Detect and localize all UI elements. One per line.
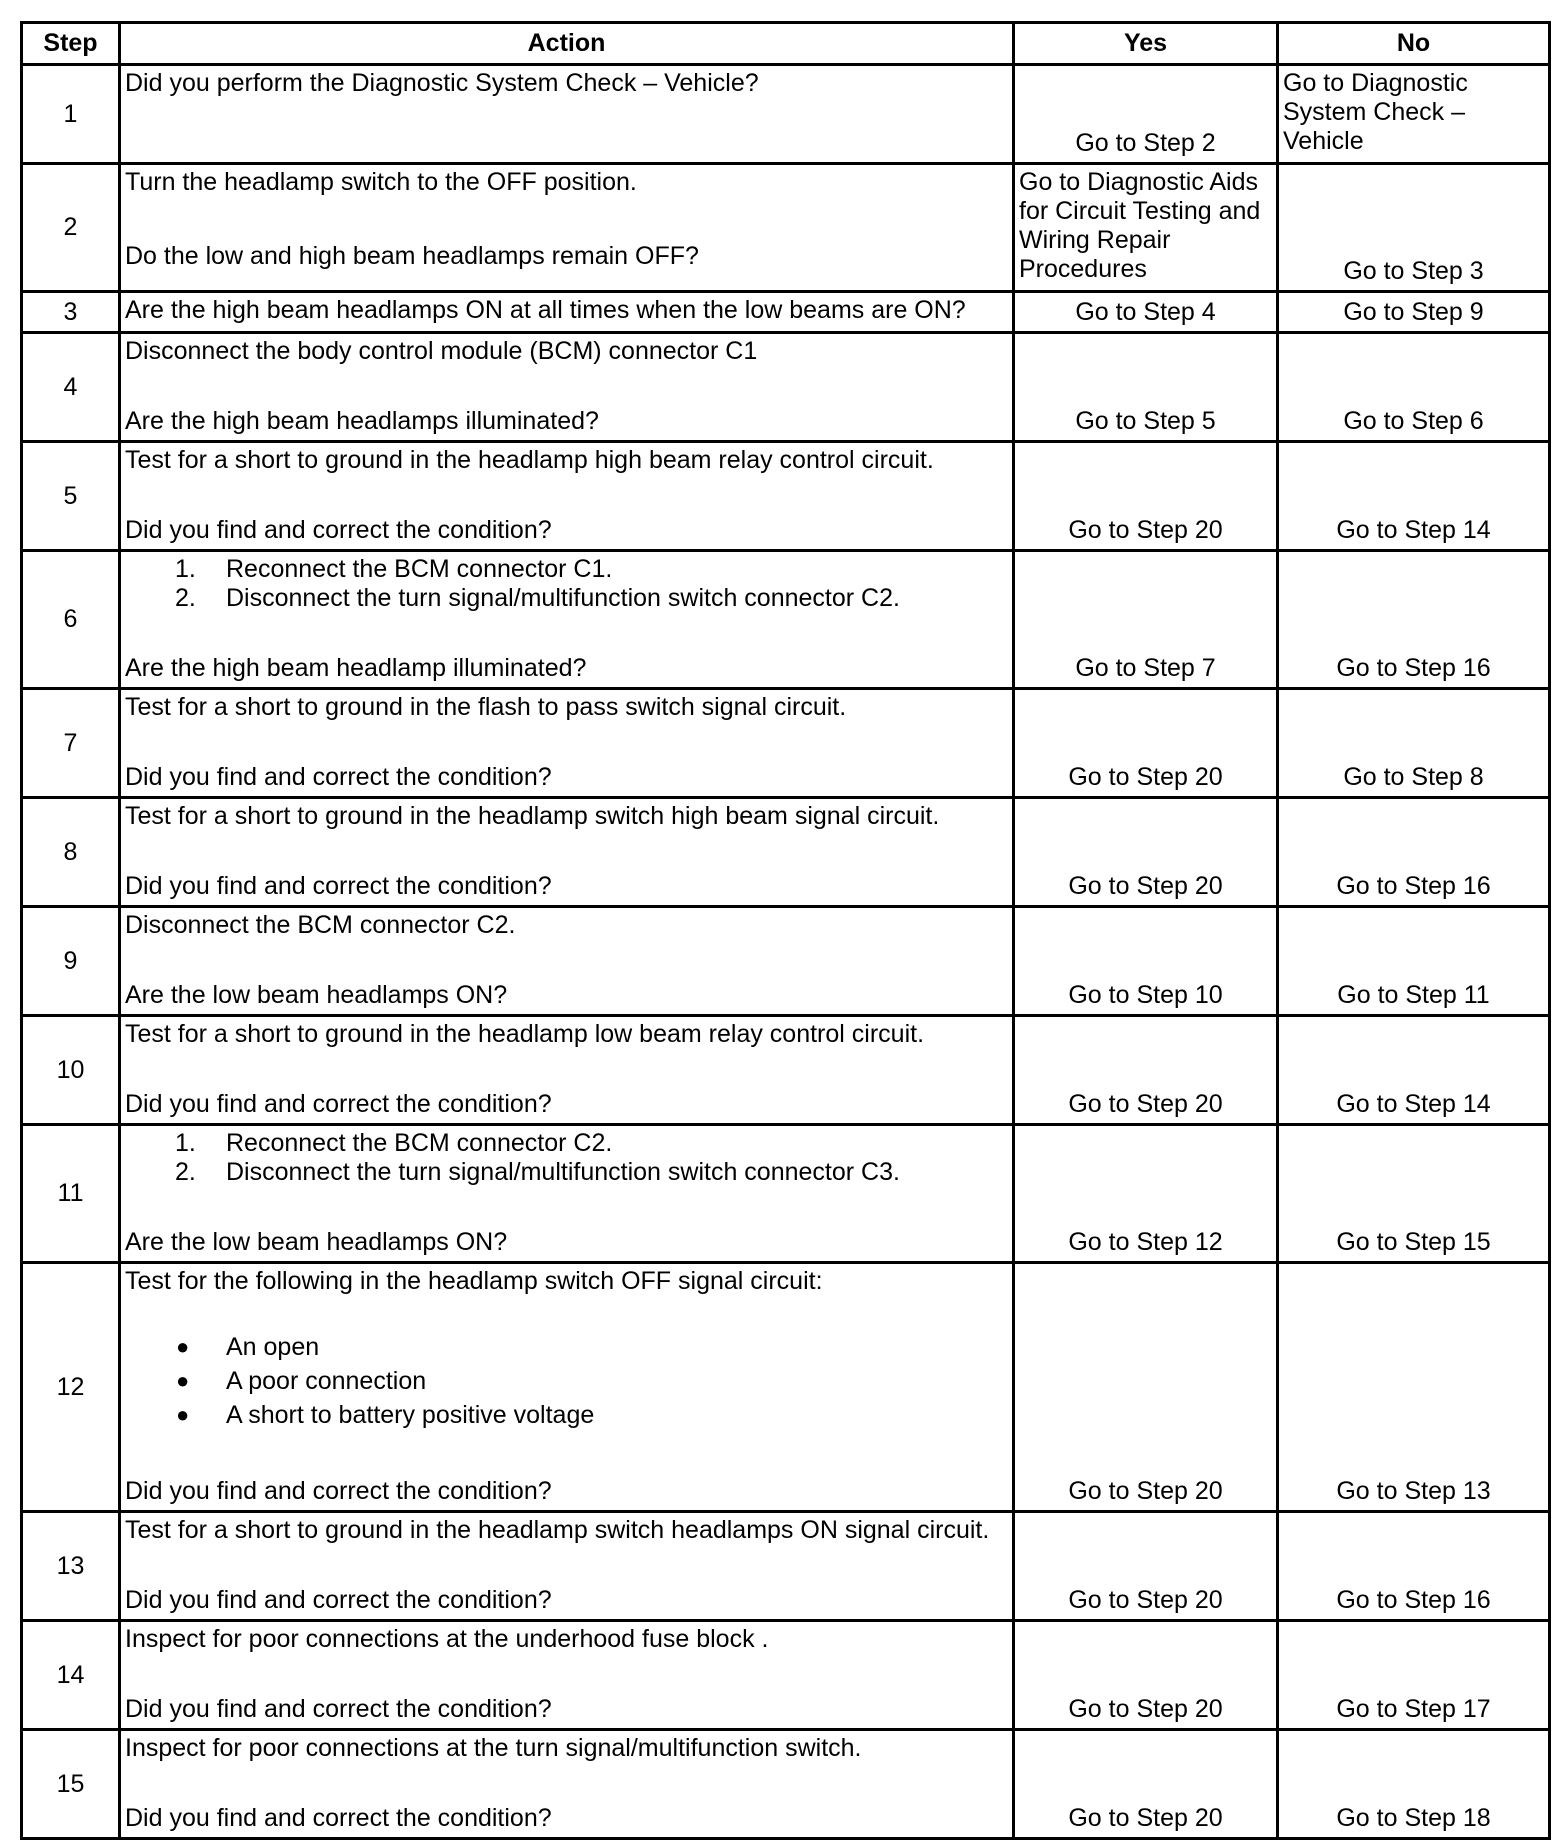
- table-row: [22, 907, 1550, 1016]
- action-question: Do the low and high beam headlamps remain OFF?: [125, 242, 699, 270]
- action-cell: [120, 907, 1014, 1016]
- yes-cell: [1014, 1512, 1278, 1621]
- list-number: 1.: [175, 555, 196, 583]
- list-item: [125, 1398, 1008, 1432]
- yes-result: Go to Step 20: [1068, 516, 1223, 544]
- table-row: [22, 798, 1550, 907]
- list-number: 1.: [175, 1129, 196, 1157]
- no-result: Go to Step 11: [1337, 981, 1490, 1009]
- list-text: A poor connection: [226, 1367, 427, 1395]
- no-result: Go to Step 16: [1336, 654, 1491, 682]
- no-cell: [1278, 798, 1550, 907]
- table-row: [22, 65, 1550, 164]
- no-cell: [1278, 65, 1550, 164]
- yes-result-line: Wiring Repair: [1019, 226, 1171, 254]
- step-number: 14: [22, 1621, 120, 1730]
- yes-cell: [1014, 907, 1278, 1016]
- no-cell: [1278, 292, 1550, 333]
- action-text: Are the high beam headlamps ON at all times when the low beams are ON?: [125, 296, 966, 324]
- yes-result-line: Procedures: [1019, 255, 1147, 283]
- no-result: Go to Step 9: [1343, 298, 1484, 326]
- no-result: Go to Step 14: [1336, 516, 1491, 544]
- no-cell: [1278, 1730, 1550, 1839]
- no-result-line: System Check –: [1283, 98, 1466, 126]
- yes-cell: [1014, 551, 1278, 689]
- yes-result: Go to Step 20: [1068, 872, 1223, 900]
- step-number: 10: [22, 1016, 120, 1125]
- step-number: 11: [22, 1125, 120, 1263]
- no-result-line: Go to Diagnostic: [1283, 69, 1468, 97]
- no-cell: [1278, 1263, 1550, 1512]
- no-result-line: Vehicle: [1283, 127, 1364, 155]
- yes-result: Go to Step 7: [1075, 654, 1216, 682]
- action-question: Are the low beam headlamps ON?: [125, 981, 508, 1009]
- no-cell: [1278, 689, 1550, 798]
- yes-result-line: for Circuit Testing and: [1019, 197, 1261, 225]
- yes-cell: [1014, 1621, 1278, 1730]
- action-text: Turn the headlamp switch to the OFF position.: [125, 168, 637, 196]
- action-question: Are the high beam headlamp illuminated?: [125, 654, 587, 682]
- step-number: 3: [22, 292, 120, 333]
- no-cell: [1278, 442, 1550, 551]
- header-step: Step: [22, 23, 120, 65]
- list-item: [125, 584, 1008, 613]
- step-number: 6: [22, 551, 120, 689]
- no-result: Go to Step 15: [1336, 1228, 1491, 1256]
- table-row: [22, 1125, 1550, 1263]
- no-cell: [1278, 333, 1550, 442]
- yes-cell: [1014, 292, 1278, 333]
- action-cell: [120, 1125, 1014, 1263]
- action-question: Did you find and correct the condition?: [125, 1477, 552, 1505]
- yes-result: Go to Step 5: [1075, 407, 1216, 435]
- table-row: [22, 292, 1550, 333]
- list-text: Disconnect the turn signal/multifunction switch connector C3.: [226, 1158, 900, 1186]
- table-row: [22, 333, 1550, 442]
- yes-result: Go to Step 20: [1068, 1477, 1223, 1505]
- no-cell: [1278, 1512, 1550, 1621]
- no-cell: [1278, 1125, 1550, 1263]
- yes-result: Go to Step 20: [1068, 763, 1223, 791]
- action-text: Test for a short to ground in the headlamp switch headlamps ON signal circuit.: [125, 1516, 990, 1544]
- action-text: Did you perform the Diagnostic System Check – Vehicle?: [125, 69, 759, 97]
- step-number: 7: [22, 689, 120, 798]
- step-number: 15: [22, 1730, 120, 1839]
- list-item: [125, 1364, 1008, 1398]
- step-number: 13: [22, 1512, 120, 1621]
- yes-result: Go to Step 2: [1075, 129, 1216, 157]
- step-number: 12: [22, 1263, 120, 1512]
- no-result: Go to Step 16: [1336, 872, 1491, 900]
- action-cell: [120, 333, 1014, 442]
- no-cell: [1278, 907, 1550, 1016]
- action-text: Test for a short to ground in the flash to pass switch signal circuit.: [125, 693, 847, 721]
- step-number: 2: [22, 164, 120, 292]
- yes-result: Go to Step 20: [1068, 1804, 1223, 1832]
- no-cell: [1278, 164, 1550, 292]
- table-row: [22, 1730, 1550, 1839]
- header-action: Action: [120, 23, 1014, 65]
- no-result: Go to Step 6: [1343, 407, 1484, 435]
- table-row: [22, 1263, 1550, 1512]
- action-text: Test for the following in the headlamp switch OFF signal circuit:: [125, 1267, 823, 1295]
- action-cell: [120, 798, 1014, 907]
- action-question: Did you find and correct the condition?: [125, 763, 552, 791]
- action-question: Did you find and correct the condition?: [125, 516, 552, 544]
- action-cell: [120, 1730, 1014, 1839]
- list-item: [125, 1129, 1008, 1158]
- action-text: Test for a short to ground in the headlamp switch high beam signal circuit.: [125, 802, 940, 830]
- yes-cell: [1014, 1016, 1278, 1125]
- no-result: Go to Step 14: [1336, 1090, 1491, 1118]
- yes-cell: [1014, 333, 1278, 442]
- list-text: Reconnect the BCM connector C2.: [226, 1129, 613, 1157]
- yes-cell: [1014, 689, 1278, 798]
- yes-result-line: Go to Diagnostic Aids: [1019, 168, 1259, 196]
- action-question: Did you find and correct the condition?: [125, 1586, 552, 1614]
- list-text: An open: [226, 1333, 320, 1361]
- yes-cell: [1014, 1263, 1278, 1512]
- yes-cell: [1014, 1125, 1278, 1263]
- no-result: Go to Step 3: [1343, 257, 1484, 285]
- header-row: [22, 23, 1550, 65]
- no-result: Go to Step 16: [1336, 1586, 1491, 1614]
- action-question: Did you find and correct the condition?: [125, 1804, 552, 1832]
- yes-cell: [1014, 1730, 1278, 1839]
- list-text: A short to battery positive voltage: [226, 1401, 595, 1429]
- yes-result: Go to Step 10: [1068, 981, 1223, 1009]
- action-question: Are the low beam headlamps ON?: [125, 1228, 508, 1256]
- no-result: Go to Step 13: [1336, 1477, 1491, 1505]
- no-result: Go to Step 8: [1343, 763, 1484, 791]
- bullet-icon: ●: [176, 1334, 190, 1359]
- step-number: 8: [22, 798, 120, 907]
- action-cell: [120, 551, 1014, 689]
- yes-cell: [1014, 442, 1278, 551]
- no-cell: [1278, 551, 1550, 689]
- list-number: 2.: [175, 584, 196, 612]
- list-item: [125, 555, 1008, 584]
- bullet-icon: ●: [176, 1368, 190, 1393]
- bullet-list: [125, 1330, 1008, 1432]
- list-text: Reconnect the BCM connector C1.: [226, 555, 613, 583]
- step-number: 1: [22, 65, 120, 164]
- yes-result: Go to Step 4: [1075, 298, 1216, 326]
- action-cell: [120, 689, 1014, 798]
- step-number: 5: [22, 442, 120, 551]
- no-cell: [1278, 1621, 1550, 1730]
- yes-cell: [1014, 164, 1278, 292]
- list-number: 2.: [175, 1158, 196, 1186]
- step-number: 4: [22, 333, 120, 442]
- yes-cell: [1014, 65, 1278, 164]
- header-yes: Yes: [1014, 23, 1278, 65]
- action-text: Test for a short to ground in the headlamp high beam relay control circuit.: [125, 446, 934, 474]
- table-row: [22, 1621, 1550, 1730]
- table-row: [22, 1016, 1550, 1125]
- action-cell: [120, 1016, 1014, 1125]
- yes-cell: [1014, 798, 1278, 907]
- table-row: [22, 689, 1550, 798]
- numbered-list: [125, 555, 1008, 613]
- header-no: No: [1278, 23, 1550, 65]
- action-text: Test for a short to ground in the headlamp low beam relay control circuit.: [125, 1020, 925, 1048]
- list-item: [125, 1158, 1008, 1187]
- action-cell: [120, 292, 1014, 333]
- yes-result: Go to Step 20: [1068, 1090, 1223, 1118]
- action-cell: [120, 1621, 1014, 1730]
- action-text: Inspect for poor connections at the underhood fuse block .: [125, 1625, 769, 1653]
- action-question: Did you find and correct the condition?: [125, 1090, 552, 1118]
- action-question: Did you find and correct the condition?: [125, 872, 552, 900]
- action-text: Disconnect the body control module (BCM) connector C1: [125, 337, 758, 365]
- numbered-list: [125, 1129, 1008, 1187]
- action-text: Inspect for poor connections at the turn signal/multifunction switch.: [125, 1734, 862, 1762]
- action-question: Are the high beam headlamps illuminated?: [125, 407, 599, 435]
- yes-result: Go to Step 20: [1068, 1586, 1223, 1614]
- step-number: 9: [22, 907, 120, 1016]
- list-item: [125, 1330, 1008, 1364]
- action-cell: [120, 1512, 1014, 1621]
- action-cell: [120, 164, 1014, 292]
- diagnostic-table: [20, 21, 1551, 1840]
- table-row: [22, 1512, 1550, 1621]
- table-row: [22, 164, 1550, 292]
- table-row: [22, 551, 1550, 689]
- no-result: Go to Step 17: [1336, 1695, 1491, 1723]
- list-text: Disconnect the turn signal/multifunction switch connector C2.: [226, 584, 900, 612]
- action-cell: [120, 442, 1014, 551]
- bullet-icon: ●: [176, 1402, 190, 1427]
- no-result: Go to Step 18: [1336, 1804, 1491, 1832]
- no-cell: [1278, 1016, 1550, 1125]
- action-cell: [120, 1263, 1014, 1512]
- action-text: Disconnect the BCM connector C2.: [125, 911, 516, 939]
- table-row: [22, 442, 1550, 551]
- yes-result: Go to Step 12: [1068, 1228, 1223, 1256]
- yes-result: Go to Step 20: [1068, 1695, 1223, 1723]
- action-question: Did you find and correct the condition?: [125, 1695, 552, 1723]
- action-cell: [120, 65, 1014, 164]
